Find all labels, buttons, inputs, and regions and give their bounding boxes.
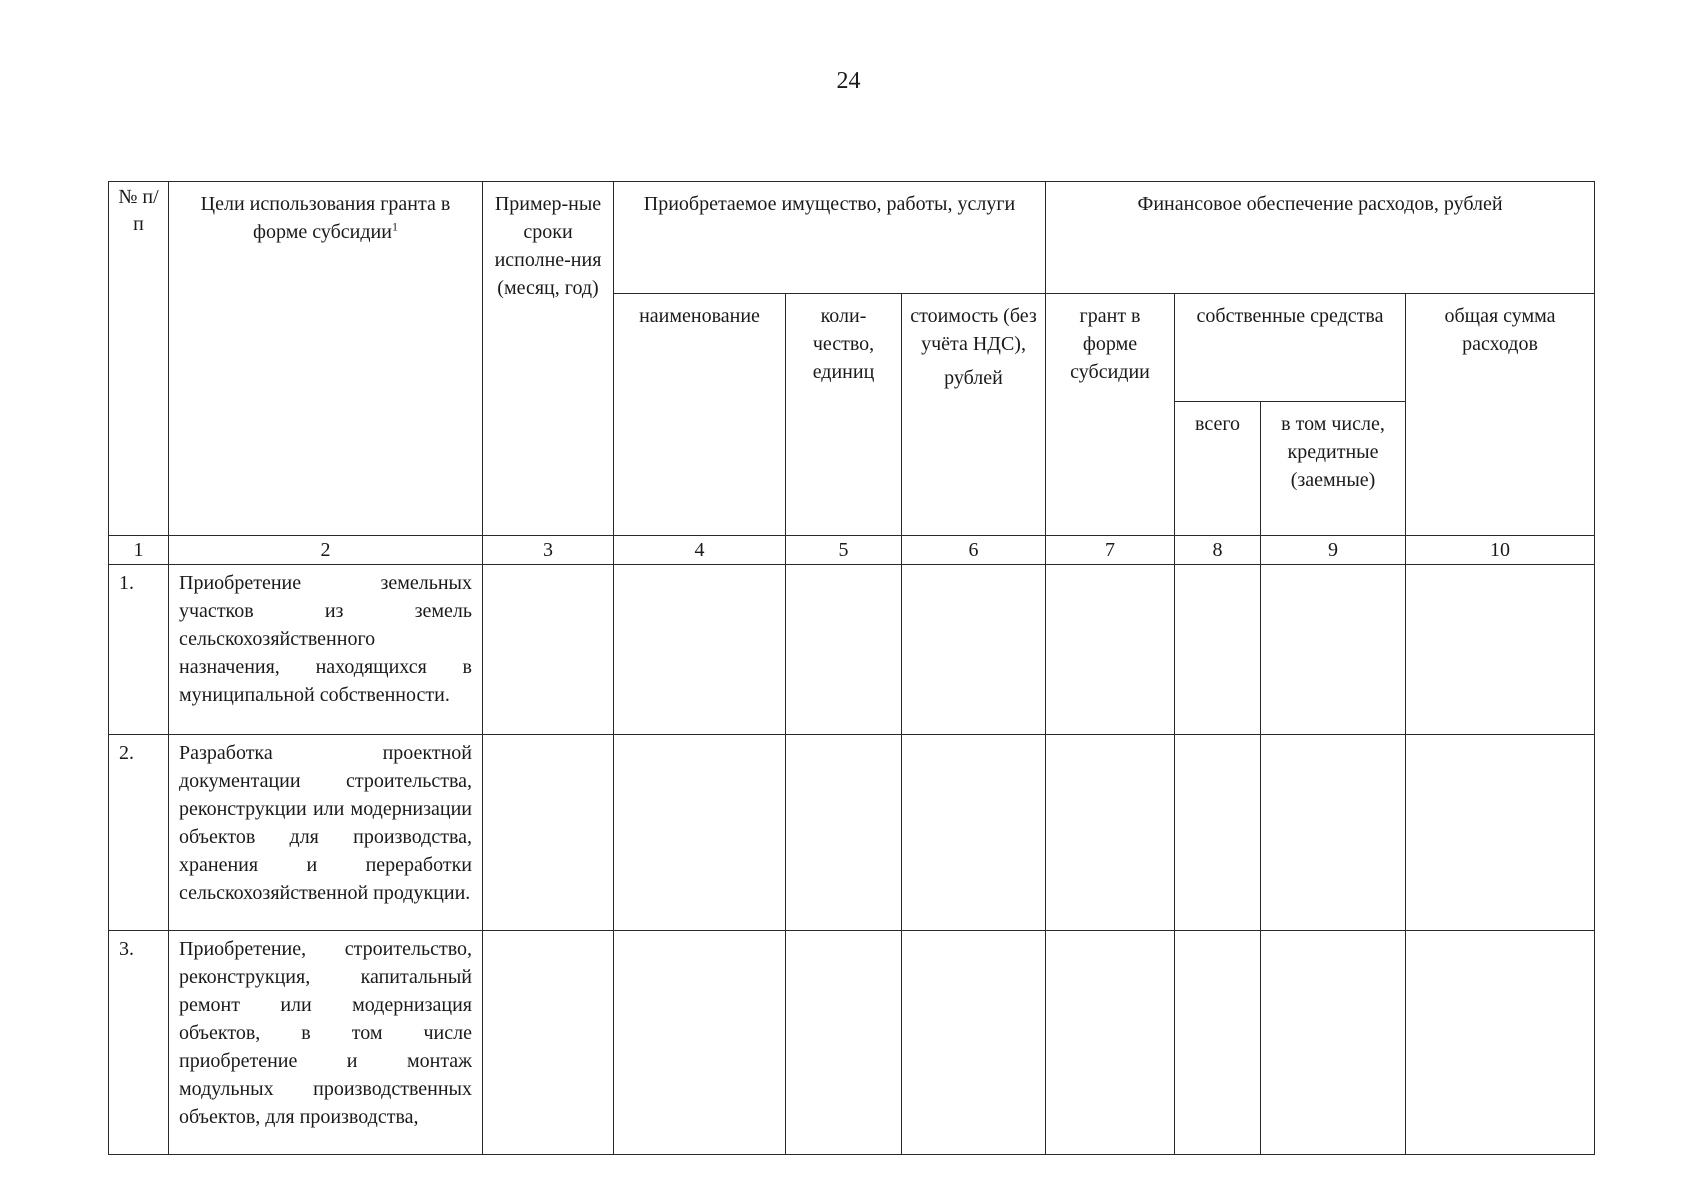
column-number: 2: [169, 536, 483, 565]
grant-expenses-table: [108, 181, 1595, 1155]
row-goal: [169, 565, 483, 735]
cell-item-name: [614, 565, 786, 735]
cell-deadline: [483, 565, 614, 735]
cell-grant: [1046, 565, 1175, 735]
column-number: 8: [1175, 536, 1261, 565]
column-number: 6: [902, 536, 1046, 565]
cell-item-name: [614, 931, 786, 1155]
column-number: 9: [1261, 536, 1406, 565]
row-number: 2.: [109, 735, 169, 931]
header-row-number: № п/п: [109, 182, 169, 536]
row-number: 1.: [109, 565, 169, 735]
header-item-name: наименование: [614, 294, 786, 536]
cell-total: [1406, 735, 1595, 931]
table-row: [109, 735, 1595, 931]
cell-own-credit: [1261, 565, 1406, 735]
column-number: 1: [109, 536, 169, 565]
header-quantity: коли-чество, единиц: [786, 294, 902, 536]
header-group-own-funds: собственные средства: [1175, 294, 1406, 402]
column-number: 5: [786, 536, 902, 565]
cell-own-total: [1175, 565, 1261, 735]
cell-own-credit: [1261, 931, 1406, 1155]
header-own-credit: в том числе, кредитные (заемные): [1261, 402, 1406, 536]
row-goal: [169, 735, 483, 931]
header-grant: грант в форме субсидии: [1046, 294, 1175, 536]
header-deadlines: Пример-ные сроки исполне-ния (месяц, год): [483, 182, 614, 536]
cell-cost: [902, 565, 1046, 735]
cell-total: [1406, 931, 1595, 1155]
cell-own-total: [1175, 931, 1261, 1155]
row-goal: [169, 931, 483, 1155]
footnote-marker: 1: [391, 219, 398, 234]
cell-item-name: [614, 735, 786, 931]
header-group-finance: Финансовое обеспечение расходов, рублей: [1046, 182, 1595, 294]
page-number: 24: [836, 68, 861, 94]
cell-total: [1406, 565, 1595, 735]
header-cost: стоимость (без учёта НДС), рублей: [902, 294, 1046, 536]
cell-grant: [1046, 735, 1175, 931]
cell-quantity: [786, 931, 902, 1155]
cell-cost: [902, 931, 1046, 1155]
column-number: 7: [1046, 536, 1175, 565]
header-total: общая сумма расходов: [1406, 294, 1595, 536]
table-row: [109, 565, 1595, 735]
column-number: 4: [614, 536, 786, 565]
row-number: 3.: [109, 931, 169, 1155]
cell-own-total: [1175, 735, 1261, 931]
column-number: 10: [1406, 536, 1595, 565]
cell-grant: [1046, 931, 1175, 1155]
row-goal-text: Разработка проектной документации строительства, реконструкции или модернизации объектов для производства, хранения и переработки сельскохозяйственной продукции.: [179, 742, 472, 904]
header-goals: Цели использования гранта в форме субсидии$^1$: [169, 182, 483, 536]
column-number: 3: [483, 536, 614, 565]
cell-deadline: [483, 931, 614, 1155]
cell-quantity: [786, 735, 902, 931]
header-group-property: Приобретаемое имущество, работы, услуги: [614, 182, 1046, 294]
cell-quantity: [786, 565, 902, 735]
cell-cost: [902, 735, 1046, 931]
header-own-total: всего: [1175, 402, 1261, 536]
cell-own-credit: [1261, 735, 1406, 931]
row-goal-text: Приобретение, строительство, реконструкция, капитальный ремонт или модернизация объектов, в том числе приобретение и монтаж модульных производственных объектов, для производства,: [179, 938, 472, 1128]
row-goal-text: Приобретение земельных участков из земель сельскохозяйственного назначения, находящихся в муниципальной собственности.: [179, 572, 472, 706]
header-cost-unit: рублей: [944, 367, 1003, 389]
column-number-row: [109, 536, 1595, 565]
table-row: [109, 931, 1595, 1155]
cell-deadline: [483, 735, 614, 931]
